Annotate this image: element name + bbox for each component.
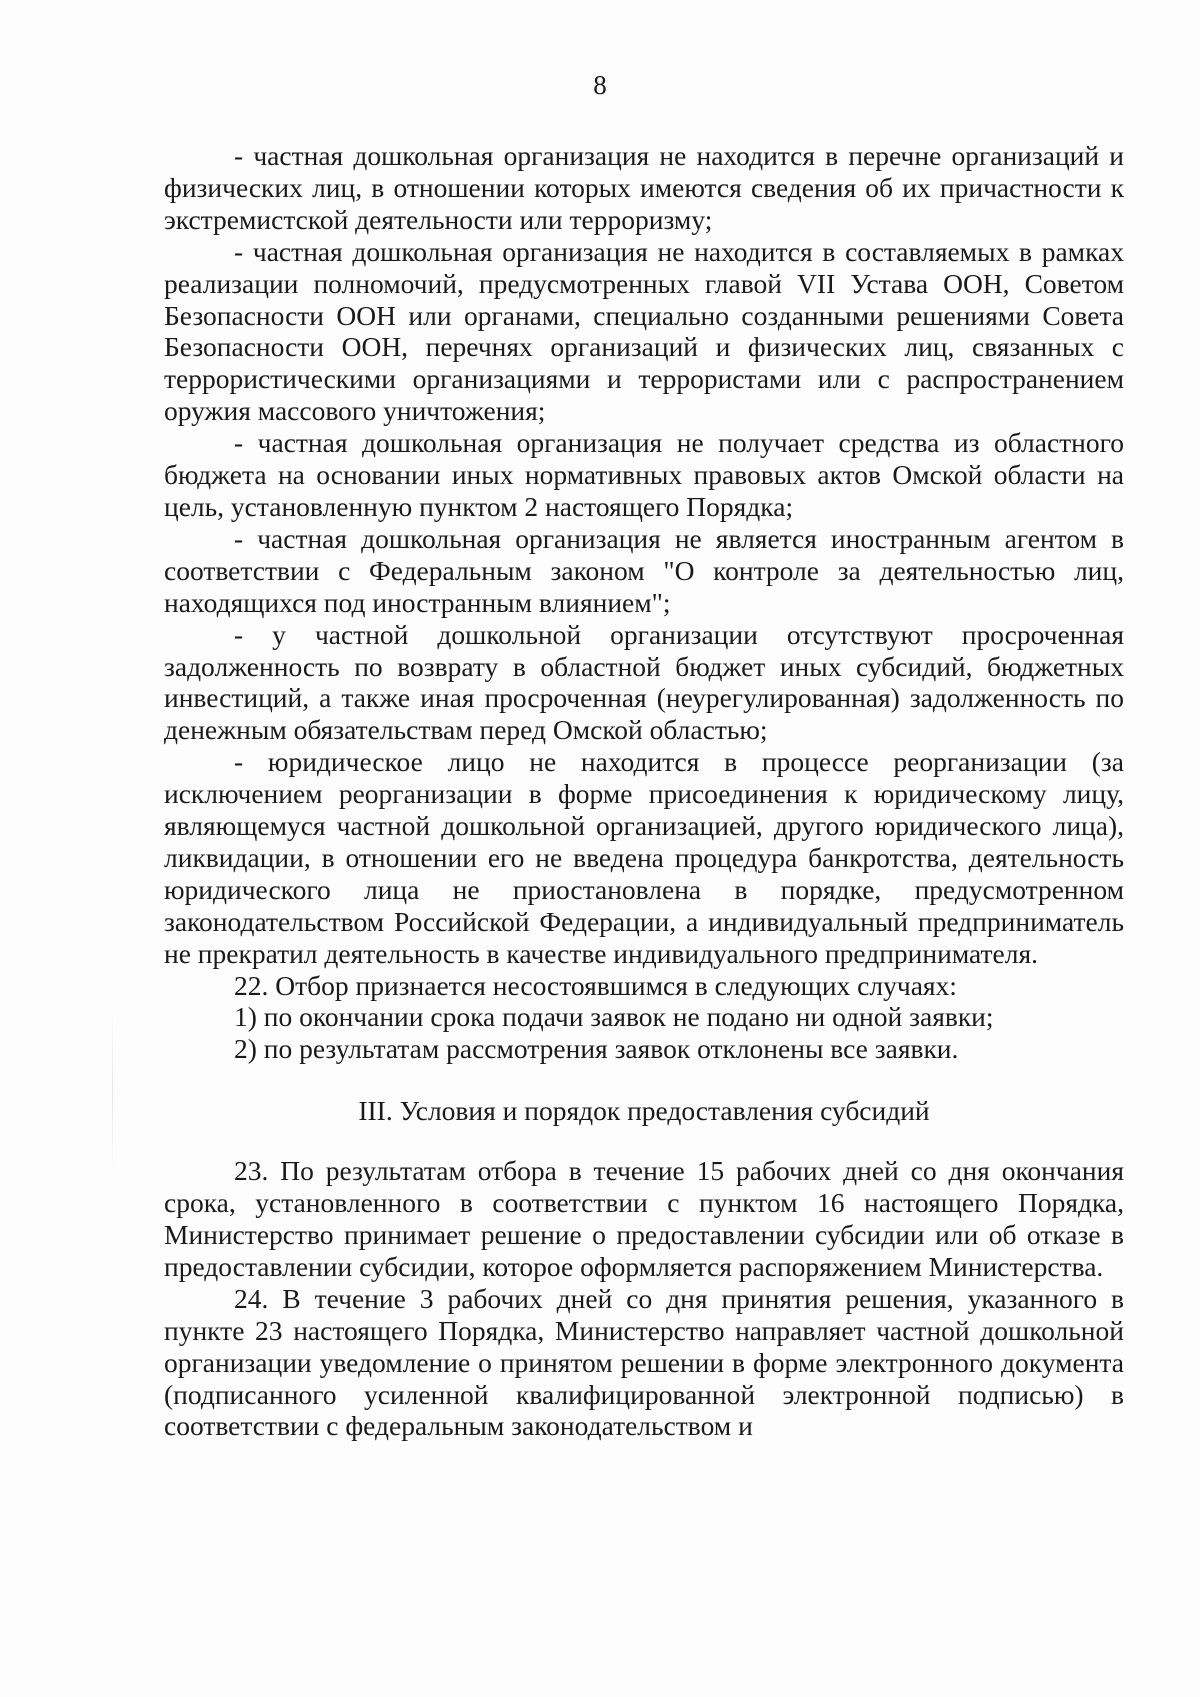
page-number: 8 [593,70,607,100]
paragraph-debt: - у частной дошкольной организации отсутствуют просроченная задолженность по возврату в областной бюджет иных субсидий, бюджетных инвестиций, а также иная просроченная (неурегулированная) задолженность по денежным обязательствам перед Омской областью; [164,618,1124,746]
paragraph-foreign-agent: - частная дошкольная организация не является иностранным агентом в соответствии с Федеральным законом "О контроле за деятельностью лиц, находящихся под иностранным влиянием"; [164,522,1124,618]
paragraph-reorganization: - юридическое лицо не находится в процессе реорганизации (за исключением реорганизации в форме присоединения к юридическому лицу, являющемуся частной дошкольной организацией, другого юридического лица), ликвидации, в отношении его не введена процедура банкротства, деятельность юридического лица не приостановлена в порядке, предусмотренном законодательством Российской Федерации, а индивидуальный предприниматель не прекратил деятельность в качестве индивидуального предпринимателя. [164,746,1124,969]
paragraph-23: 23. По результатам отбора в течение 15 рабочих дней со дня окончания срока, установленного в соответствии с пунктом 16 настоящего Порядка, Министерство принимает решение о предоставлении субсидии или об отказе в предоставлении субсидии, которое оформляется распоряжением Министерства. [164,1155,1124,1282]
paragraph-regional-budget: - частная дошкольная организация не получает средства из областного бюджета на основании иных нормативных правовых актов Омской области на цель, установленную пунктом 2 настоящего Порядка; [164,427,1124,522]
paragraph-22-item-1: 1) по окончании срока подачи заявок не подано ни одной заявки; [234,1001,994,1033]
section-heading: III. Условия и порядок предоставления субсидий [358,1095,930,1127]
paragraph-un-lists: - частная дошкольная организация не находится в составляемых в рамках реализации полномочий, предусмотренных главой VII Устава ООН, Советом Безопасности ООН или органами, специально созданными решениями Совета Безопасности ООН, перечнях организаций и физических лиц, связанных с террористическими организациями и террористами или с распространением оружия массового уничтожения; [164,235,1124,427]
paragraph-22-item-2: 2) по результатам рассмотрения заявок отклонены все заявки. [234,1033,959,1065]
paragraph-extremism: - частная дошкольная организация не находится в перечне организаций и физических лиц, в отношении которых имеются сведения об их причастности к экстремистской деятельности или терроризму; [164,140,1124,235]
document-body [164,140,1124,1442]
scan-artifact [112,1000,113,1180]
paragraph-22: 22. Отбор признается несостоявшимся в следующих случаях: [234,969,957,1001]
paragraph-24: 24. В течение 3 рабочих дней со дня принятия решения, указанного в пункте 23 настоящего Порядка, Министерство направляет частной дошкольной организации уведомление о принятом решении в форме электронного документа (подписанного усиленной квалифицированной электронной подписью) в соответствии с федеральным законодательством и [164,1282,1124,1442]
